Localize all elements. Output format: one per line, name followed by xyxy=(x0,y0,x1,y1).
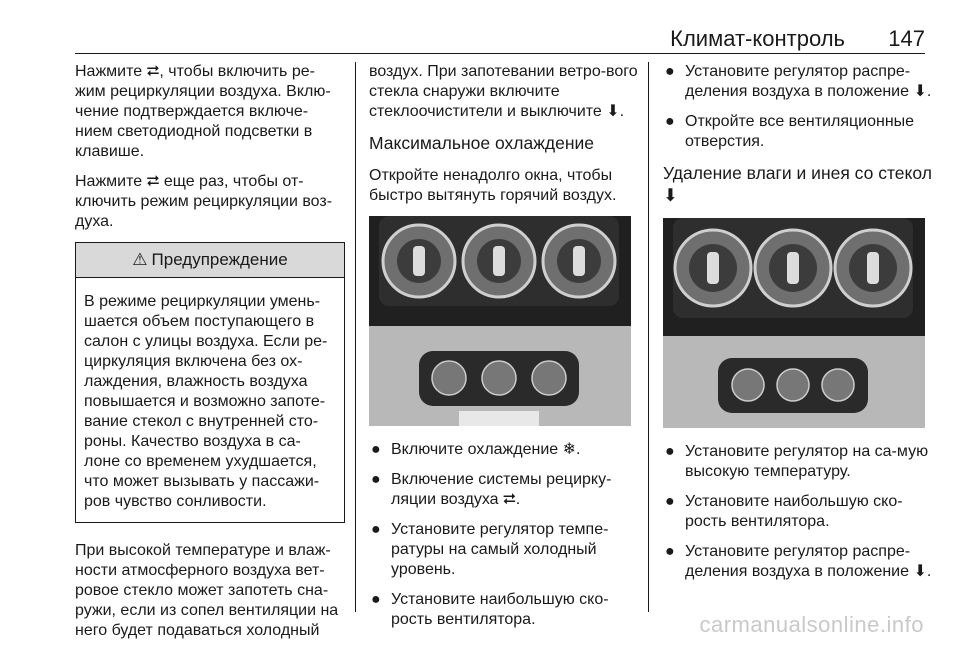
section-heading: Удаление влаги и инея со стекол ⬇ xyxy=(663,163,932,205)
bullet-list xyxy=(369,440,639,630)
page-number: 147 xyxy=(888,26,925,51)
warning-box xyxy=(75,242,345,523)
list-item: ● Включите охлаждение ❄. xyxy=(371,441,581,458)
bullet-list xyxy=(663,442,933,582)
section-title: Климат-контроль xyxy=(670,26,845,51)
climate-controls-photo xyxy=(369,216,631,426)
header-rule xyxy=(75,53,925,54)
warning-header xyxy=(76,243,344,278)
climate-controls-photo xyxy=(663,218,925,428)
page-header xyxy=(75,20,925,54)
list-item: ● Установите регулятор распре-деления воздуха в положение ⬇. xyxy=(665,63,932,100)
list-item: ● Включение системы рецирку-ляции воздуха ⮂. xyxy=(371,471,612,508)
paragraph: воздух. При запотевании ветро-вого стекла снаружи включите стеклоочистители и выключите ⬇. xyxy=(369,63,638,120)
column-divider xyxy=(355,62,356,612)
list-item: ● Установите наибольшую ско-рость вентилятора. xyxy=(371,591,609,628)
list-item: ● Установите наибольшую ско-рость вентилятора. xyxy=(665,493,903,530)
list-item: ● Установите регулятор распре-деления воздуха в положение ⬇. xyxy=(665,543,932,580)
climate-dials-illustration xyxy=(369,216,631,426)
warning-title: Предупреждение xyxy=(151,250,288,269)
climate-dials-illustration xyxy=(663,218,925,428)
paragraph: Нажмите ⮂, чтобы включить ре-жим рециркуляции воздуха. Вклю-чение подтверждается включе-нием светодиодной подсветки в клавише. xyxy=(75,63,331,160)
column-3 xyxy=(663,62,933,592)
paragraph: Откройте ненадолго окна, чтобы быстро вытянуть горячий воздух. xyxy=(369,167,617,204)
paragraph: При высокой температуре и влаж-ности атмосферного воздуха вет-ровое стекло может запотеть сна-ружи, если из сопел вентиляции на него будет подаваться холодный xyxy=(75,542,339,639)
bullet-list xyxy=(663,62,933,152)
list-item: ● Установите регулятор на са-мую высокую температуру. xyxy=(665,443,929,480)
column-1 xyxy=(75,62,345,651)
warning-text: В режиме рециркуляции умень-шается объем поступающего в салон с улицы воздуха. Если ре-циркуляция включена без ох-лаждения, влажность воздуха повышается и возможно запоте-вание стекол с внутренней сто-роны. Качество воздуха в са-лоне со временем ухудшается, что может вызывать у пассажи-ров чувство сонливости. xyxy=(84,293,328,510)
section-heading: Максимальное охлаждение xyxy=(369,133,595,153)
warning-triangle-icon: ⚠ xyxy=(132,250,148,269)
watermark: carmanualsonline.info xyxy=(699,612,924,637)
column-2 xyxy=(369,62,639,640)
list-item: ● Установите регулятор темпе-ратуры на самый холодный уровень. xyxy=(371,521,609,578)
column-divider xyxy=(648,62,649,612)
paragraph: Нажмите ⮂ еще раз, чтобы от-ключить режим рециркуляции воз-духа. xyxy=(75,173,333,230)
list-item: ● Откройте все вентиляционные отверстия. xyxy=(665,113,915,150)
